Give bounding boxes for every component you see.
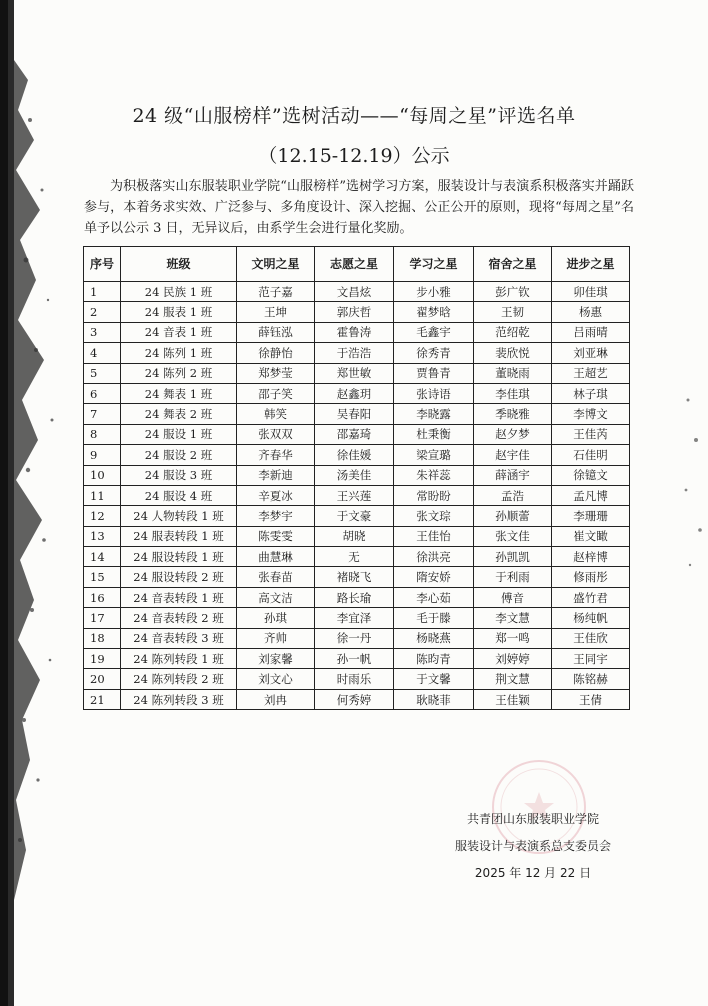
cell-dorm-star: 董晓雨: [474, 363, 552, 383]
cell-seq: 19: [84, 649, 121, 669]
cell-volunteer-star: 王兴莲: [315, 485, 394, 505]
cell-progress-star: 孟凡博: [552, 485, 630, 505]
document-title: 24 级“山服榜样”选树活动——“每周之星”评选名单: [132, 105, 576, 127]
cell-civility-star: 韩笑: [237, 404, 315, 424]
cell-progress-star: 修雨彤: [552, 567, 630, 587]
table-row: [84, 445, 630, 465]
table-row: [84, 465, 630, 485]
cell-dorm-star: 薛涵宇: [474, 465, 552, 485]
cell-progress-star: 盛竹君: [552, 587, 630, 607]
cell-class: 24 陈列转段 2 班: [121, 669, 237, 689]
cell-class: 24 陈列转段 3 班: [121, 689, 237, 709]
cell-seq: 12: [84, 506, 121, 526]
cell-volunteer-star: 褚晓飞: [315, 567, 394, 587]
cell-dorm-star: 赵宇佳: [474, 445, 552, 465]
cell-progress-star: 杨纯帆: [552, 608, 630, 628]
cell-study-star: 陈昀青: [394, 649, 474, 669]
cell-study-star: 杜秉衡: [394, 424, 474, 444]
cell-study-star: 杨晓燕: [394, 628, 474, 648]
cell-volunteer-star: 何秀婷: [315, 689, 394, 709]
cell-study-star: 毛于滕: [394, 608, 474, 628]
cell-seq: 7: [84, 404, 121, 424]
signature-org-2: 服装设计与表演系总支委员会: [454, 839, 611, 853]
table-row: [84, 567, 630, 587]
table-row: [84, 547, 630, 567]
cell-progress-star: 王佳芮: [552, 424, 630, 444]
cell-volunteer-star: 于浩浩: [315, 343, 394, 363]
table-row: [84, 608, 630, 628]
cell-volunteer-star: 李宜泽: [315, 608, 394, 628]
scan-edge-noise-right: [678, 380, 708, 580]
cell-civility-star: 刘家馨: [237, 649, 315, 669]
cell-dorm-star: 李文慧: [474, 608, 552, 628]
cell-dorm-star: 赵夕梦: [474, 424, 552, 444]
cell-study-star: 于文馨: [394, 669, 474, 689]
cell-volunteer-star: 霍鲁涛: [315, 322, 394, 342]
cell-civility-star: 齐春华: [237, 445, 315, 465]
cell-class: 24 服表 1 班: [121, 302, 237, 322]
cell-dorm-star: 范绍乾: [474, 322, 552, 342]
table-row: [84, 404, 630, 424]
cell-volunteer-star: 郑世敏: [315, 363, 394, 383]
document-subtitle: （12.15-12.19）公示: [258, 145, 450, 167]
cell-progress-star: 徐镱文: [552, 465, 630, 485]
cell-study-star: 步小雅: [394, 282, 474, 302]
cell-dorm-star: 荆文慧: [474, 669, 552, 689]
cell-civility-star: 张双双: [237, 424, 315, 444]
cell-dorm-star: 郑一鸣: [474, 628, 552, 648]
cell-progress-star: 王倩: [552, 689, 630, 709]
table-row: [84, 363, 630, 383]
cell-dorm-star: 王韧: [474, 302, 552, 322]
cell-volunteer-star: 于文豪: [315, 506, 394, 526]
award-roster-table: [83, 246, 630, 710]
header-dorm-star: 宿舍之星: [474, 247, 552, 282]
cell-study-star: 王佳怡: [394, 526, 474, 546]
table-row: [84, 424, 630, 444]
cell-dorm-star: 孟浩: [474, 485, 552, 505]
cell-class: 24 舞表 2 班: [121, 404, 237, 424]
cell-dorm-star: 刘婷婷: [474, 649, 552, 669]
cell-volunteer-star: 徐佳媛: [315, 445, 394, 465]
cell-progress-star: 崔文瞰: [552, 526, 630, 546]
cell-seq: 13: [84, 526, 121, 546]
cell-progress-star: 林子琪: [552, 383, 630, 403]
cell-seq: 5: [84, 363, 121, 383]
cell-civility-star: 辛夏冰: [237, 485, 315, 505]
cell-study-star: 朱祥蕊: [394, 465, 474, 485]
table-row: [84, 485, 630, 505]
cell-study-star: 梁宣璐: [394, 445, 474, 465]
cell-class: 24 服设 3 班: [121, 465, 237, 485]
header-seq: 序号: [84, 247, 121, 282]
table-row: [84, 587, 630, 607]
cell-study-star: 隋安娇: [394, 567, 474, 587]
cell-seq: 9: [84, 445, 121, 465]
table-row: [84, 689, 630, 709]
cell-volunteer-star: 汤美佳: [315, 465, 394, 485]
cell-seq: 15: [84, 567, 121, 587]
header-progress-star: 进步之星: [552, 247, 630, 282]
cell-civility-star: 陈雯雯: [237, 526, 315, 546]
cell-class: 24 服设 1 班: [121, 424, 237, 444]
cell-class: 24 音表转段 1 班: [121, 587, 237, 607]
cell-civility-star: 薛钰泓: [237, 322, 315, 342]
cell-progress-star: 赵梓博: [552, 547, 630, 567]
cell-class: 24 人物转段 1 班: [121, 506, 237, 526]
cell-class: 24 音表转段 2 班: [121, 608, 237, 628]
table-body: [84, 282, 630, 710]
cell-volunteer-star: 吴春阳: [315, 404, 394, 424]
cell-civility-star: 高文洁: [237, 587, 315, 607]
cell-study-star: 贾鲁青: [394, 363, 474, 383]
cell-dorm-star: 裴欣悦: [474, 343, 552, 363]
cell-class: 24 音表转段 3 班: [121, 628, 237, 648]
cell-volunteer-star: 徐一丹: [315, 628, 394, 648]
table-row: [84, 343, 630, 363]
cell-class: 24 服设转段 2 班: [121, 567, 237, 587]
table-row: [84, 282, 630, 302]
cell-class: 24 音表 1 班: [121, 322, 237, 342]
table-row: [84, 383, 630, 403]
cell-civility-star: 齐帅: [237, 628, 315, 648]
cell-seq: 18: [84, 628, 121, 648]
cell-seq: 11: [84, 485, 121, 505]
cell-dorm-star: 张文佳: [474, 526, 552, 546]
cell-volunteer-star: 时雨乐: [315, 669, 394, 689]
cell-progress-star: 王同宇: [552, 649, 630, 669]
cell-progress-star: 王超艺: [552, 363, 630, 383]
cell-progress-star: 王佳欣: [552, 628, 630, 648]
cell-dorm-star: 傅音: [474, 587, 552, 607]
cell-seq: 14: [84, 547, 121, 567]
cell-civility-star: 曲慧琳: [237, 547, 315, 567]
cell-dorm-star: 季晓雅: [474, 404, 552, 424]
cell-progress-star: 陈铭赫: [552, 669, 630, 689]
cell-class: 24 陈列 1 班: [121, 343, 237, 363]
header-civility-star: 文明之星: [237, 247, 315, 282]
table-row: [84, 322, 630, 342]
cell-study-star: 毛鑫宇: [394, 322, 474, 342]
cell-dorm-star: 于利雨: [474, 567, 552, 587]
cell-dorm-star: 孙顺蕾: [474, 506, 552, 526]
cell-civility-star: 刘文心: [237, 669, 315, 689]
cell-progress-star: 石佳明: [552, 445, 630, 465]
cell-volunteer-star: 胡晓: [315, 526, 394, 546]
intro-paragraph: 为积极落实山东服装职业学院“山服榜样”选树学习方案，服装设计与表演系积极落实并踊跃参与，本着务求实效、广泛参与、多角度设计、深入挖掘、公正公开的原则，现将“每周之星”名单予以公示 3 日，无异议后，由系学生会进行量化奖励。: [84, 179, 634, 236]
cell-study-star: 张诗语: [394, 383, 474, 403]
cell-civility-star: 徐静怡: [237, 343, 315, 363]
cell-volunteer-star: 孙一帆: [315, 649, 394, 669]
cell-civility-star: 郑梦莹: [237, 363, 315, 383]
cell-volunteer-star: 路长瑜: [315, 587, 394, 607]
cell-class: 24 服表转段 1 班: [121, 526, 237, 546]
table-row: [84, 628, 630, 648]
header-class: 班级: [121, 247, 237, 282]
cell-dorm-star: 彭广钦: [474, 282, 552, 302]
cell-dorm-star: 李佳琪: [474, 383, 552, 403]
table-row: [84, 302, 630, 322]
cell-class: 24 陈列 2 班: [121, 363, 237, 383]
table-row: [84, 649, 630, 669]
cell-seq: 10: [84, 465, 121, 485]
cell-seq: 17: [84, 608, 121, 628]
cell-class: 24 服设 2 班: [121, 445, 237, 465]
cell-class: 24 舞表 1 班: [121, 383, 237, 403]
cell-study-star: 徐秀青: [394, 343, 474, 363]
cell-study-star: 徐洪亮: [394, 547, 474, 567]
cell-study-star: 张文琮: [394, 506, 474, 526]
cell-civility-star: 刘冉: [237, 689, 315, 709]
cell-progress-star: 李博文: [552, 404, 630, 424]
cell-study-star: 常盼盼: [394, 485, 474, 505]
cell-study-star: 翟梦晗: [394, 302, 474, 322]
cell-volunteer-star: 无: [315, 547, 394, 567]
cell-study-star: 耿晓菲: [394, 689, 474, 709]
cell-seq: 2: [84, 302, 121, 322]
cell-civility-star: 孙琪: [237, 608, 315, 628]
cell-dorm-star: 孙凯凯: [474, 547, 552, 567]
cell-seq: 20: [84, 669, 121, 689]
cell-volunteer-star: 赵鑫玥: [315, 383, 394, 403]
cell-progress-star: 李珊珊: [552, 506, 630, 526]
signature-org-1: 共青团山东服装职业学院: [466, 812, 599, 826]
cell-civility-star: 李梦宇: [237, 506, 315, 526]
cell-volunteer-star: 郭庆哲: [315, 302, 394, 322]
cell-civility-star: 王坤: [237, 302, 315, 322]
table-row: [84, 669, 630, 689]
cell-seq: 6: [84, 383, 121, 403]
cell-dorm-star: 王佳颖: [474, 689, 552, 709]
cell-seq: 8: [84, 424, 121, 444]
cell-class: 24 服设 4 班: [121, 485, 237, 505]
table-row: [84, 526, 630, 546]
cell-progress-star: 杨惠: [552, 302, 630, 322]
cell-study-star: 李晓露: [394, 404, 474, 424]
cell-seq: 4: [84, 343, 121, 363]
header-volunteer-star: 志愿之星: [315, 247, 394, 282]
table-header-row: [84, 247, 630, 282]
cell-class: 24 陈列转段 1 班: [121, 649, 237, 669]
cell-volunteer-star: 邵嘉琦: [315, 424, 394, 444]
cell-civility-star: 邵子笑: [237, 383, 315, 403]
signature-block: [418, 806, 648, 887]
cell-seq: 16: [84, 587, 121, 607]
cell-class: 24 服设转段 1 班: [121, 547, 237, 567]
cell-seq: 21: [84, 689, 121, 709]
cell-civility-star: 李新迪: [237, 465, 315, 485]
cell-volunteer-star: 文昌炫: [315, 282, 394, 302]
cell-progress-star: 吕雨晴: [552, 322, 630, 342]
cell-progress-star: 刘亚琳: [552, 343, 630, 363]
cell-civility-star: 张春苗: [237, 567, 315, 587]
table-row: [84, 506, 630, 526]
cell-civility-star: 范子嘉: [237, 282, 315, 302]
header-study-star: 学习之星: [394, 247, 474, 282]
cell-seq: 3: [84, 322, 121, 342]
cell-seq: 1: [84, 282, 121, 302]
signature-date: 2025 年 12 月 22 日: [474, 866, 592, 880]
cell-study-star: 李心茹: [394, 587, 474, 607]
cell-class: 24 民族 1 班: [121, 282, 237, 302]
cell-progress-star: 卯佳琪: [552, 282, 630, 302]
